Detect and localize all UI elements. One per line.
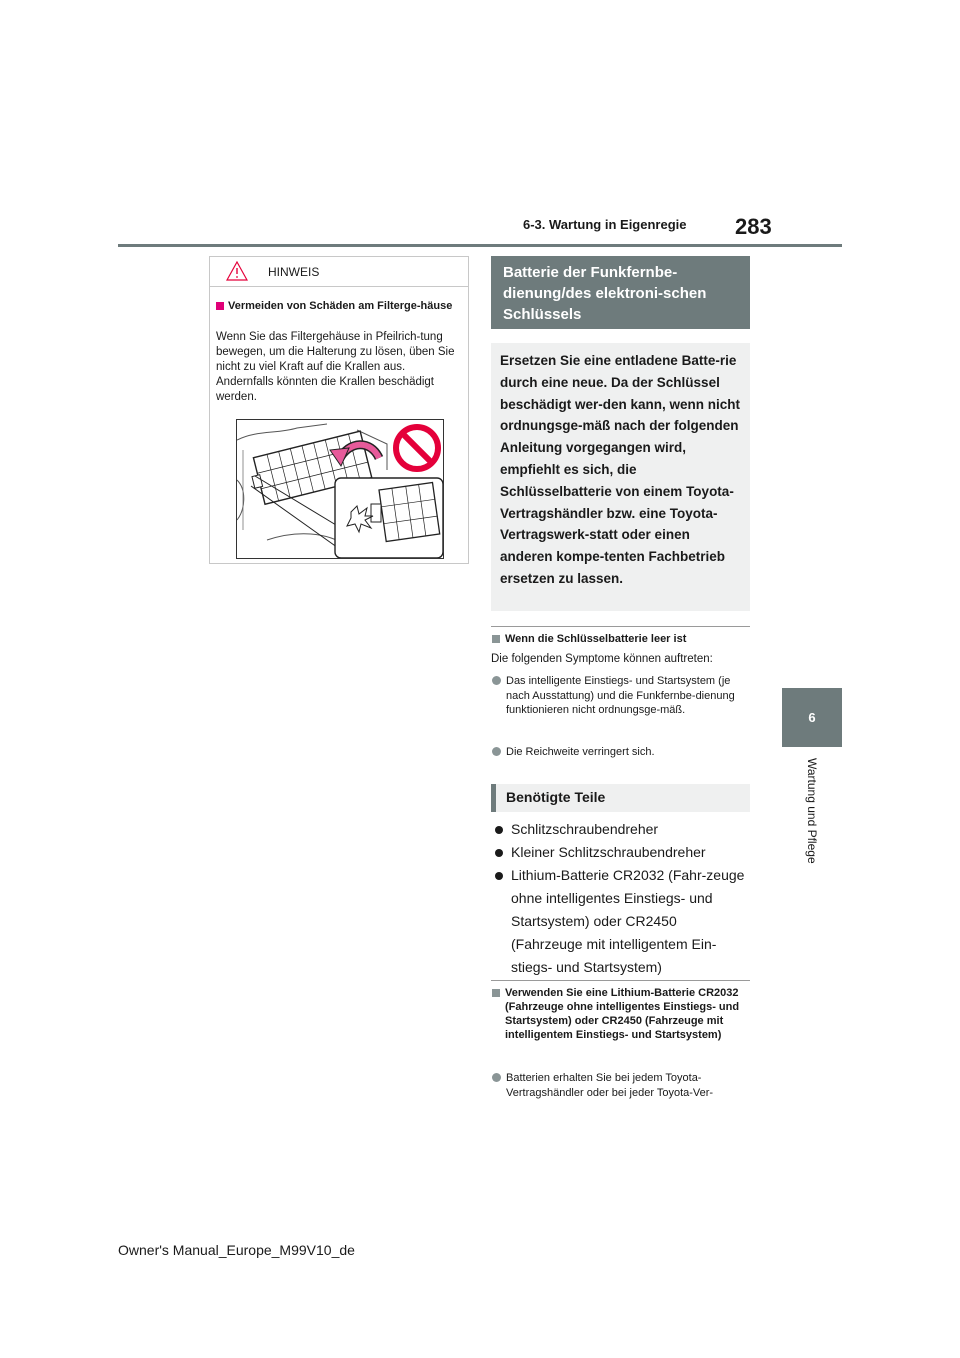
page-number: 283 bbox=[735, 214, 772, 239]
notice-title bbox=[216, 299, 462, 313]
list-item bbox=[491, 674, 750, 718]
list-item bbox=[491, 818, 750, 841]
battery-section-intro: Ersetzen Sie eine entladene Batte-rie durch eine neue. Da der Schlüssel beschädigt wer-den kann, wenn nicht ordnungsge-mäß nach der folgenden Anleitung vorgegangen wird, empfiehlt es sich, die Schlüsselbatterie von einem Toyota-Vertragshändler bzw. eine Toyota-Vertragswerk-statt oder einen anderen kompe-tenten Fachbetrieb ersetzen zu lassen. bbox=[491, 343, 750, 611]
filter-housing-drawing bbox=[237, 420, 444, 559]
chapter-tab: 6 bbox=[782, 688, 842, 747]
list-item-text: Kleiner Schlitzschraubendreher bbox=[511, 844, 706, 860]
prohibition-icon bbox=[396, 427, 438, 469]
divider bbox=[491, 626, 750, 627]
square-bullet-icon bbox=[216, 302, 224, 310]
bullet-icon bbox=[495, 826, 503, 834]
list-item bbox=[491, 841, 750, 864]
empty-battery-title bbox=[491, 632, 750, 646]
lithium-note-title-text: Verwenden Sie eine Lithium-Batterie CR2032 (Fahrzeuge ohne intelligentes Einstiegs- und Startsystem) oder CR2450 (Fahrzeuge mit intelligentem Einstiegs- und Startsystem) bbox=[505, 987, 740, 1041]
list-item-text: Schlitzschraubendreher bbox=[511, 821, 659, 837]
list-item-text: Die Reichweite verringert sich. bbox=[506, 746, 655, 758]
notice-title-text: Vermeiden von Schäden am Filterge-häuse bbox=[228, 300, 453, 312]
chapter-title: Wartung und Pflege bbox=[805, 758, 819, 864]
list-item-text: Das intelligente Einstiegs- und Startsystem (je nach Ausstattung) und die Funkfernbe-dienung funktionieren nicht ordnungsge-mäß. bbox=[506, 675, 735, 716]
square-bullet-icon bbox=[492, 989, 500, 997]
list-item-text: Batterien erhalten Sie bei jedem Toyota-Vertragshändler oder bei jeder Toyota-Ver- bbox=[506, 1072, 714, 1099]
empty-battery-lead: Die folgenden Symptome können auftreten: bbox=[491, 653, 713, 665]
circle-bullet-icon bbox=[492, 1073, 501, 1082]
parts-section-header bbox=[491, 784, 750, 812]
notice-label: HINWEIS bbox=[268, 265, 320, 279]
filter-housing-illustration bbox=[236, 419, 444, 559]
chapter-side-title bbox=[765, 758, 859, 888]
square-bullet-icon bbox=[492, 635, 500, 643]
list-item bbox=[491, 1071, 750, 1100]
empty-battery-title-text: Wenn die Schlüsselbatterie leer ist bbox=[505, 633, 687, 645]
warning-triangle-icon bbox=[226, 261, 248, 281]
list-item bbox=[491, 864, 750, 979]
parts-list bbox=[491, 818, 750, 979]
bullet-icon bbox=[495, 849, 503, 857]
parts-section-title: Benötigte Teile bbox=[506, 789, 606, 805]
notice-header bbox=[210, 257, 468, 287]
notice-box bbox=[209, 256, 469, 564]
footer-text: Owner's Manual_Europe_M99V10_de bbox=[118, 1242, 355, 1258]
header-rule bbox=[118, 244, 842, 247]
lithium-note-title bbox=[491, 986, 750, 1042]
list-item bbox=[491, 745, 750, 760]
circle-bullet-icon bbox=[492, 676, 501, 685]
battery-section-title: Batterie der Funkfernbe-dienung/des elektroni-schen Schlüssels bbox=[491, 256, 750, 329]
list-item-text: Lithium-Batterie CR2032 (Fahr-zeuge ohne intelligentes Einstiegs- und Startsystem) oder CR2450 (Fahrzeuge mit intelligentem Ein-stiegs- und Startsystem) bbox=[511, 867, 745, 975]
notice-body: Wenn Sie das Filtergehäuse in Pfeilrich-tung bewegen, um die Halterung zu lösen, üben Sie nicht zu viel Kraft auf die Krallen aus. Andernfalls könnten die Krallen beschädigt werden. bbox=[216, 331, 455, 403]
circle-bullet-icon bbox=[492, 747, 501, 756]
bullet-icon bbox=[495, 872, 503, 880]
section-heading: 6-3. Wartung in Eigenregie bbox=[523, 217, 687, 232]
divider bbox=[491, 980, 750, 981]
